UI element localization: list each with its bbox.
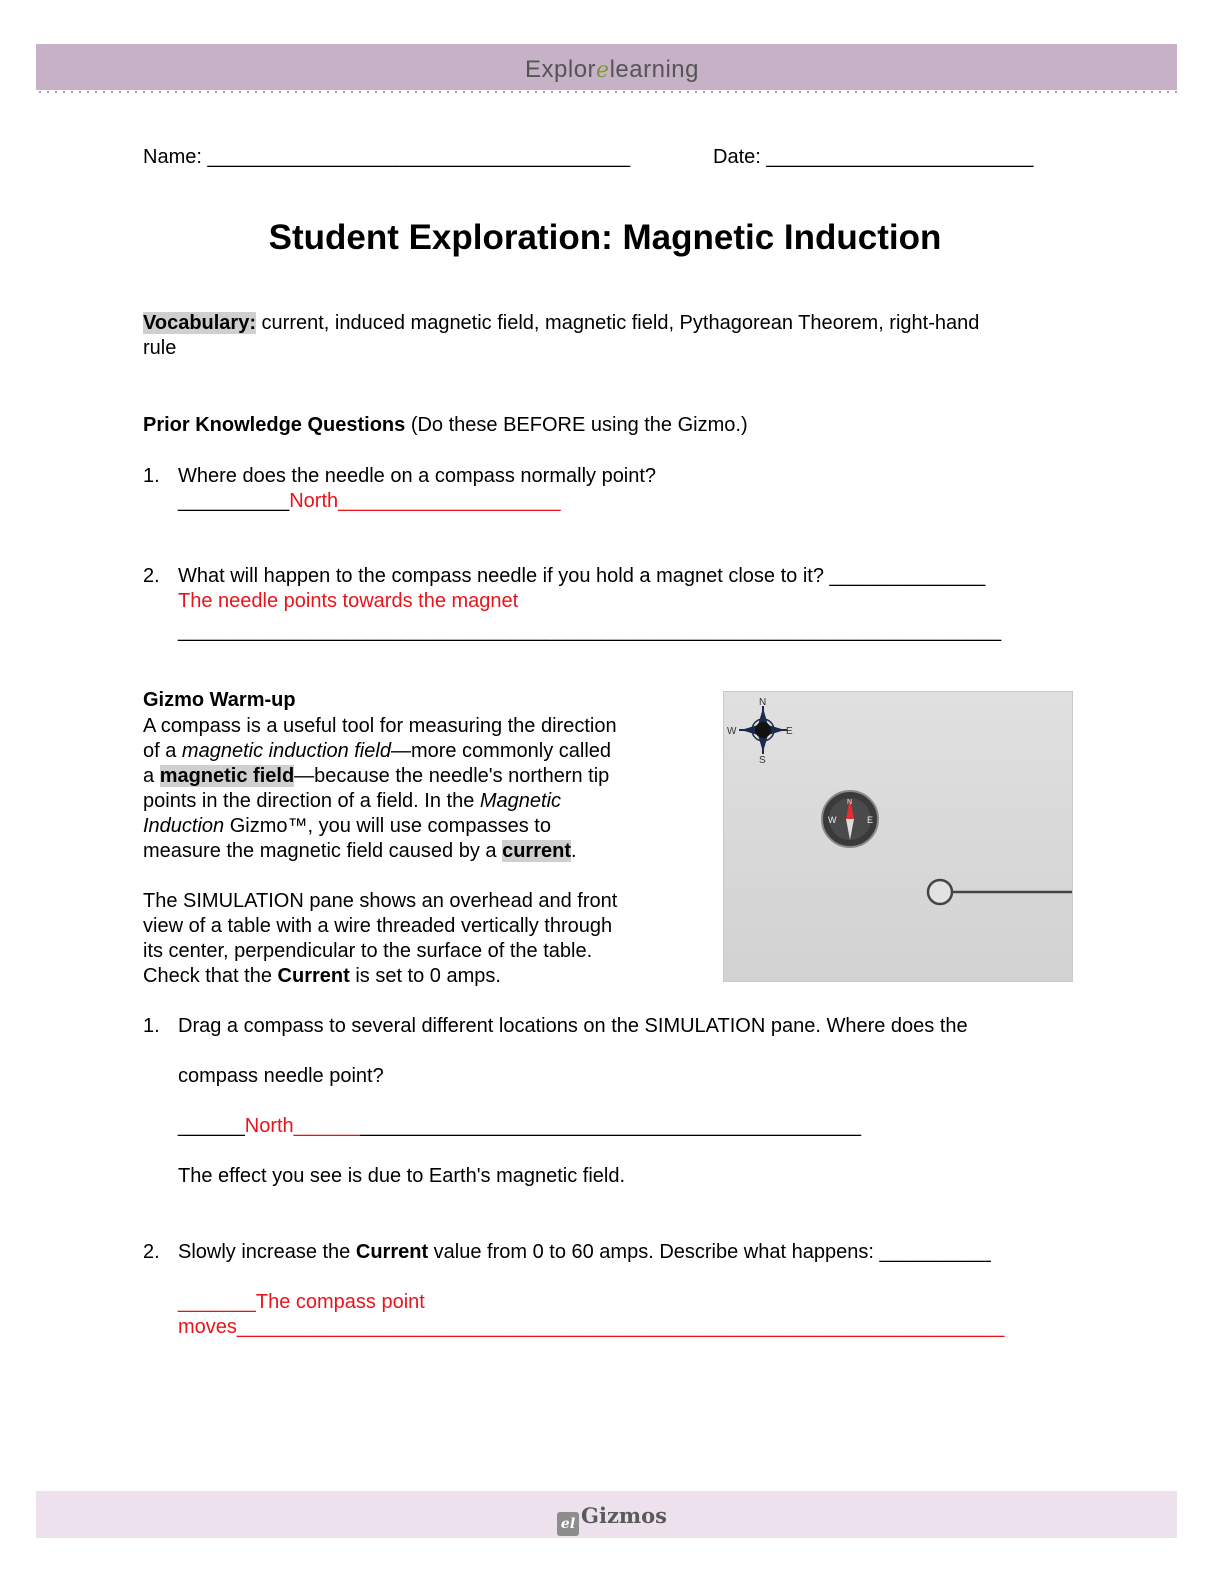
vocabulary-line-1: Vocabulary: current, induced magnetic field, magnetic field, Pythagorean Theorem, right-hand — [143, 312, 980, 334]
wire-icon — [928, 880, 1072, 904]
warmup-p1-line1: A compass is a useful tool for measuring the direction — [143, 715, 617, 737]
pk-q2-question: What will happen to the compass needle if you hold a magnet close to it? ______________ — [178, 565, 986, 587]
name-field: Name: ______________________________________ — [143, 146, 631, 168]
warmup-p1-line2: of a magnetic induction field—more commonly called — [143, 740, 612, 762]
header-dotted-border — [36, 90, 1177, 94]
warmup-p1-line6: measure the magnetic field caused by a current. — [143, 840, 577, 862]
warmup-p2-line3: its center, perpendicular to the surface of the table. — [143, 940, 593, 962]
compass-rose-icon — [727, 697, 793, 766]
warmup-q1-line2: compass needle point? — [178, 1065, 384, 1087]
warmup-p1-line3: a magnetic field—because the needle's northern tip — [143, 765, 610, 787]
svg-text:N: N — [847, 799, 853, 806]
warmup-q2-answer-line2: moves_____________________________________________________________________ — [178, 1316, 1005, 1338]
warmup-q1-note: The effect you see is due to Earth's magnetic field. — [178, 1165, 626, 1187]
svg-text:E: E — [786, 726, 793, 737]
warmup-q1-number: 1. — [143, 1015, 160, 1037]
warmup-q2-question: Slowly increase the Current value from 0 to 60 amps. Describe what happens: __________ — [178, 1241, 991, 1263]
pk-q1-number: 1. — [143, 465, 160, 487]
gizmos-logo: el Gizmos — [0, 1503, 1224, 1536]
vocabulary-line-2: rule — [143, 337, 177, 359]
warmup-q2-answer-line1: _______The compass point — [178, 1291, 425, 1313]
svg-text:E: E — [867, 815, 874, 825]
warmup-p2-line2: view of a table with a wire threaded vertically through — [143, 915, 613, 937]
date-field: Date: ________________________ — [713, 146, 1034, 168]
warmup-p2-line1: The SIMULATION pane shows an overhead and front — [143, 890, 618, 912]
gizmos-mark-icon: el — [557, 1512, 579, 1536]
prior-knowledge-heading: Prior Knowledge Questions (Do these BEFORE using the Gizmo.) — [143, 414, 748, 436]
warmup-p2-line4: Check that the Current is set to 0 amps. — [143, 965, 501, 987]
compass-icon — [822, 791, 878, 847]
warmup-q1-line1: Drag a compass to several different locations on the SIMULATION pane. Where does the — [178, 1015, 968, 1037]
simulation-drawing — [724, 692, 1072, 981]
svg-text:S: S — [759, 755, 766, 766]
explorelearning-logo: Explorelearning — [525, 56, 699, 83]
svg-text:N: N — [759, 697, 767, 708]
warmup-p1-line5: Induction Gizmo™, you will use compasses to — [143, 815, 551, 837]
pk-q1-question: Where does the needle on a compass normally point? — [178, 465, 657, 487]
warmup-q2-number: 2. — [143, 1241, 160, 1263]
simulation-pane-image — [723, 691, 1073, 982]
pk-q2-number: 2. — [143, 565, 160, 587]
svg-text:W: W — [727, 726, 737, 737]
page-title: Student Exploration: Magnetic Induction — [268, 218, 942, 257]
warmup-q1-answer: ______North___________________________________________________ — [178, 1115, 861, 1137]
pk-q2-answer: The needle points towards the magnet — [178, 590, 519, 612]
warmup-p1-line4: points in the direction of a field. In the Magnetic — [143, 790, 562, 812]
svg-text:W: W — [828, 815, 837, 825]
pk-q1-answer: __________North____________________ — [178, 490, 561, 512]
warmup-heading: Gizmo Warm-up — [143, 689, 296, 711]
pk-q2-blank: __________________________________________________________________________ — [178, 620, 1002, 642]
